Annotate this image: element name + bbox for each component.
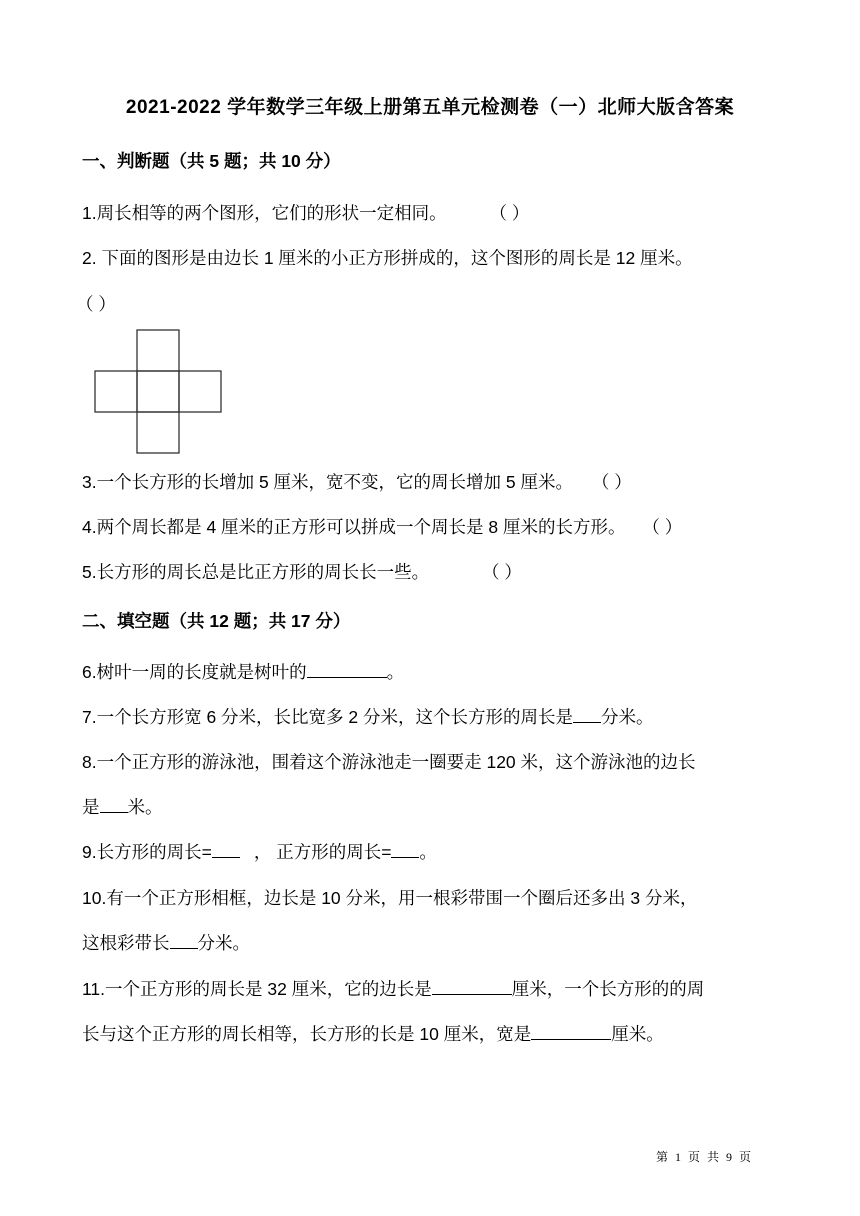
question-8 [82,739,782,785]
question-9-suffix: 。 [419,842,437,862]
question-8-suffix: 米。 [127,797,163,817]
section-heading-fill-blank: 二、填空题（共 12 题；共 17 分） [82,611,351,631]
question-8-line2 [82,784,782,830]
answer-paren: （ ） [642,517,683,537]
question-1 [82,190,782,236]
question-7-suffix: 分米。 [601,707,654,727]
question-11-text-2: 长与这个正方形的周长相等，长方形的长是 10 厘米，宽是 [82,1024,532,1044]
answer-blank [212,837,240,858]
question-11-text: 11.一个正方形的周长是 32 厘米，它的边长是 [82,979,432,999]
answer-blank [307,657,387,678]
question-4-text: 4.两个周长都是 4 厘米的正方形可以拼成一个周长是 8 厘米的长方形。 [82,517,626,537]
question-7 [82,694,782,740]
question-11 [82,966,782,1012]
question-11-line2 [82,1011,782,1057]
answer-blank [391,837,419,858]
question-9 [82,829,782,875]
question-2-paren-line [76,281,776,327]
section-heading-judgement: 一、判断题（共 5 题；共 10 分） [82,151,341,171]
page-title: 2021-2022 学年数学三年级上册第五单元检测卷（一）北师大版含答案 [125,97,735,118]
answer-blank [100,792,128,813]
answer-paren: （ ） [489,203,530,223]
question-9-text: 9.长方形的周长= [82,842,212,862]
answer-blank [170,928,198,949]
question-3-text: 3.一个长方形的长增加 5 厘米，宽不变，它的周长增加 5 厘米。 [82,472,574,492]
question-8-text: 8.一个正方形的游泳池，围着这个游泳池走一圈要走 120 米，这个游泳池的边长 [82,752,696,772]
answer-paren: （ ） [481,562,522,582]
question-10-suffix: 分米。 [197,933,250,953]
question-3 [82,459,782,505]
question-10-line2 [82,920,782,966]
question-11-suffix: 厘米。 [611,1024,664,1044]
answer-paren: （ ） [591,472,632,492]
question-11-middle: 厘米，一个长方形的的周 [511,979,705,999]
question-5-text: 5.长方形的周长总是比正方形的周长长一些。 [82,562,430,582]
question-10-text: 10.有一个正方形相框，边长是 10 分米，用一根彩带围一个圈后还多出 3 分米， [82,888,698,908]
question-1-text: 1.周长相等的两个图形，它们的形状一定相同。 [82,203,447,223]
question-10-prefix: 这根彩带长 [82,933,170,953]
question-2-text: 2. 下面的图形是由边长 1 厘米的小正方形拼成的，这个图形的周长是 12 厘米。 [82,248,693,268]
square-right [179,371,221,412]
answer-blank [531,1019,611,1040]
answer-blank [432,974,512,995]
square-top [137,330,179,371]
question-10 [82,875,782,921]
page-number: 第 1 页 共 9 页 [656,1150,754,1164]
question-9-middle: ， 正方形的周长= [253,842,392,862]
question-5 [82,549,782,595]
square-bottom [137,412,179,453]
cross-shape-figure [94,329,222,455]
question-6-text: 6.树叶一周的长度就是树叶的 [82,662,307,682]
question-6-suffix: 。 [386,662,405,682]
question-7-text: 7.一个长方形宽 6 分米，长比宽多 2 分米，这个长方形的周长是 [82,707,574,727]
question-4 [82,504,782,550]
question-2 [82,235,782,281]
square-center [137,371,179,412]
question-8-prefix: 是 [82,797,100,817]
square-left [95,371,137,412]
answer-paren: （ ） [76,294,116,314]
question-6 [82,649,782,695]
answer-blank [573,702,601,723]
